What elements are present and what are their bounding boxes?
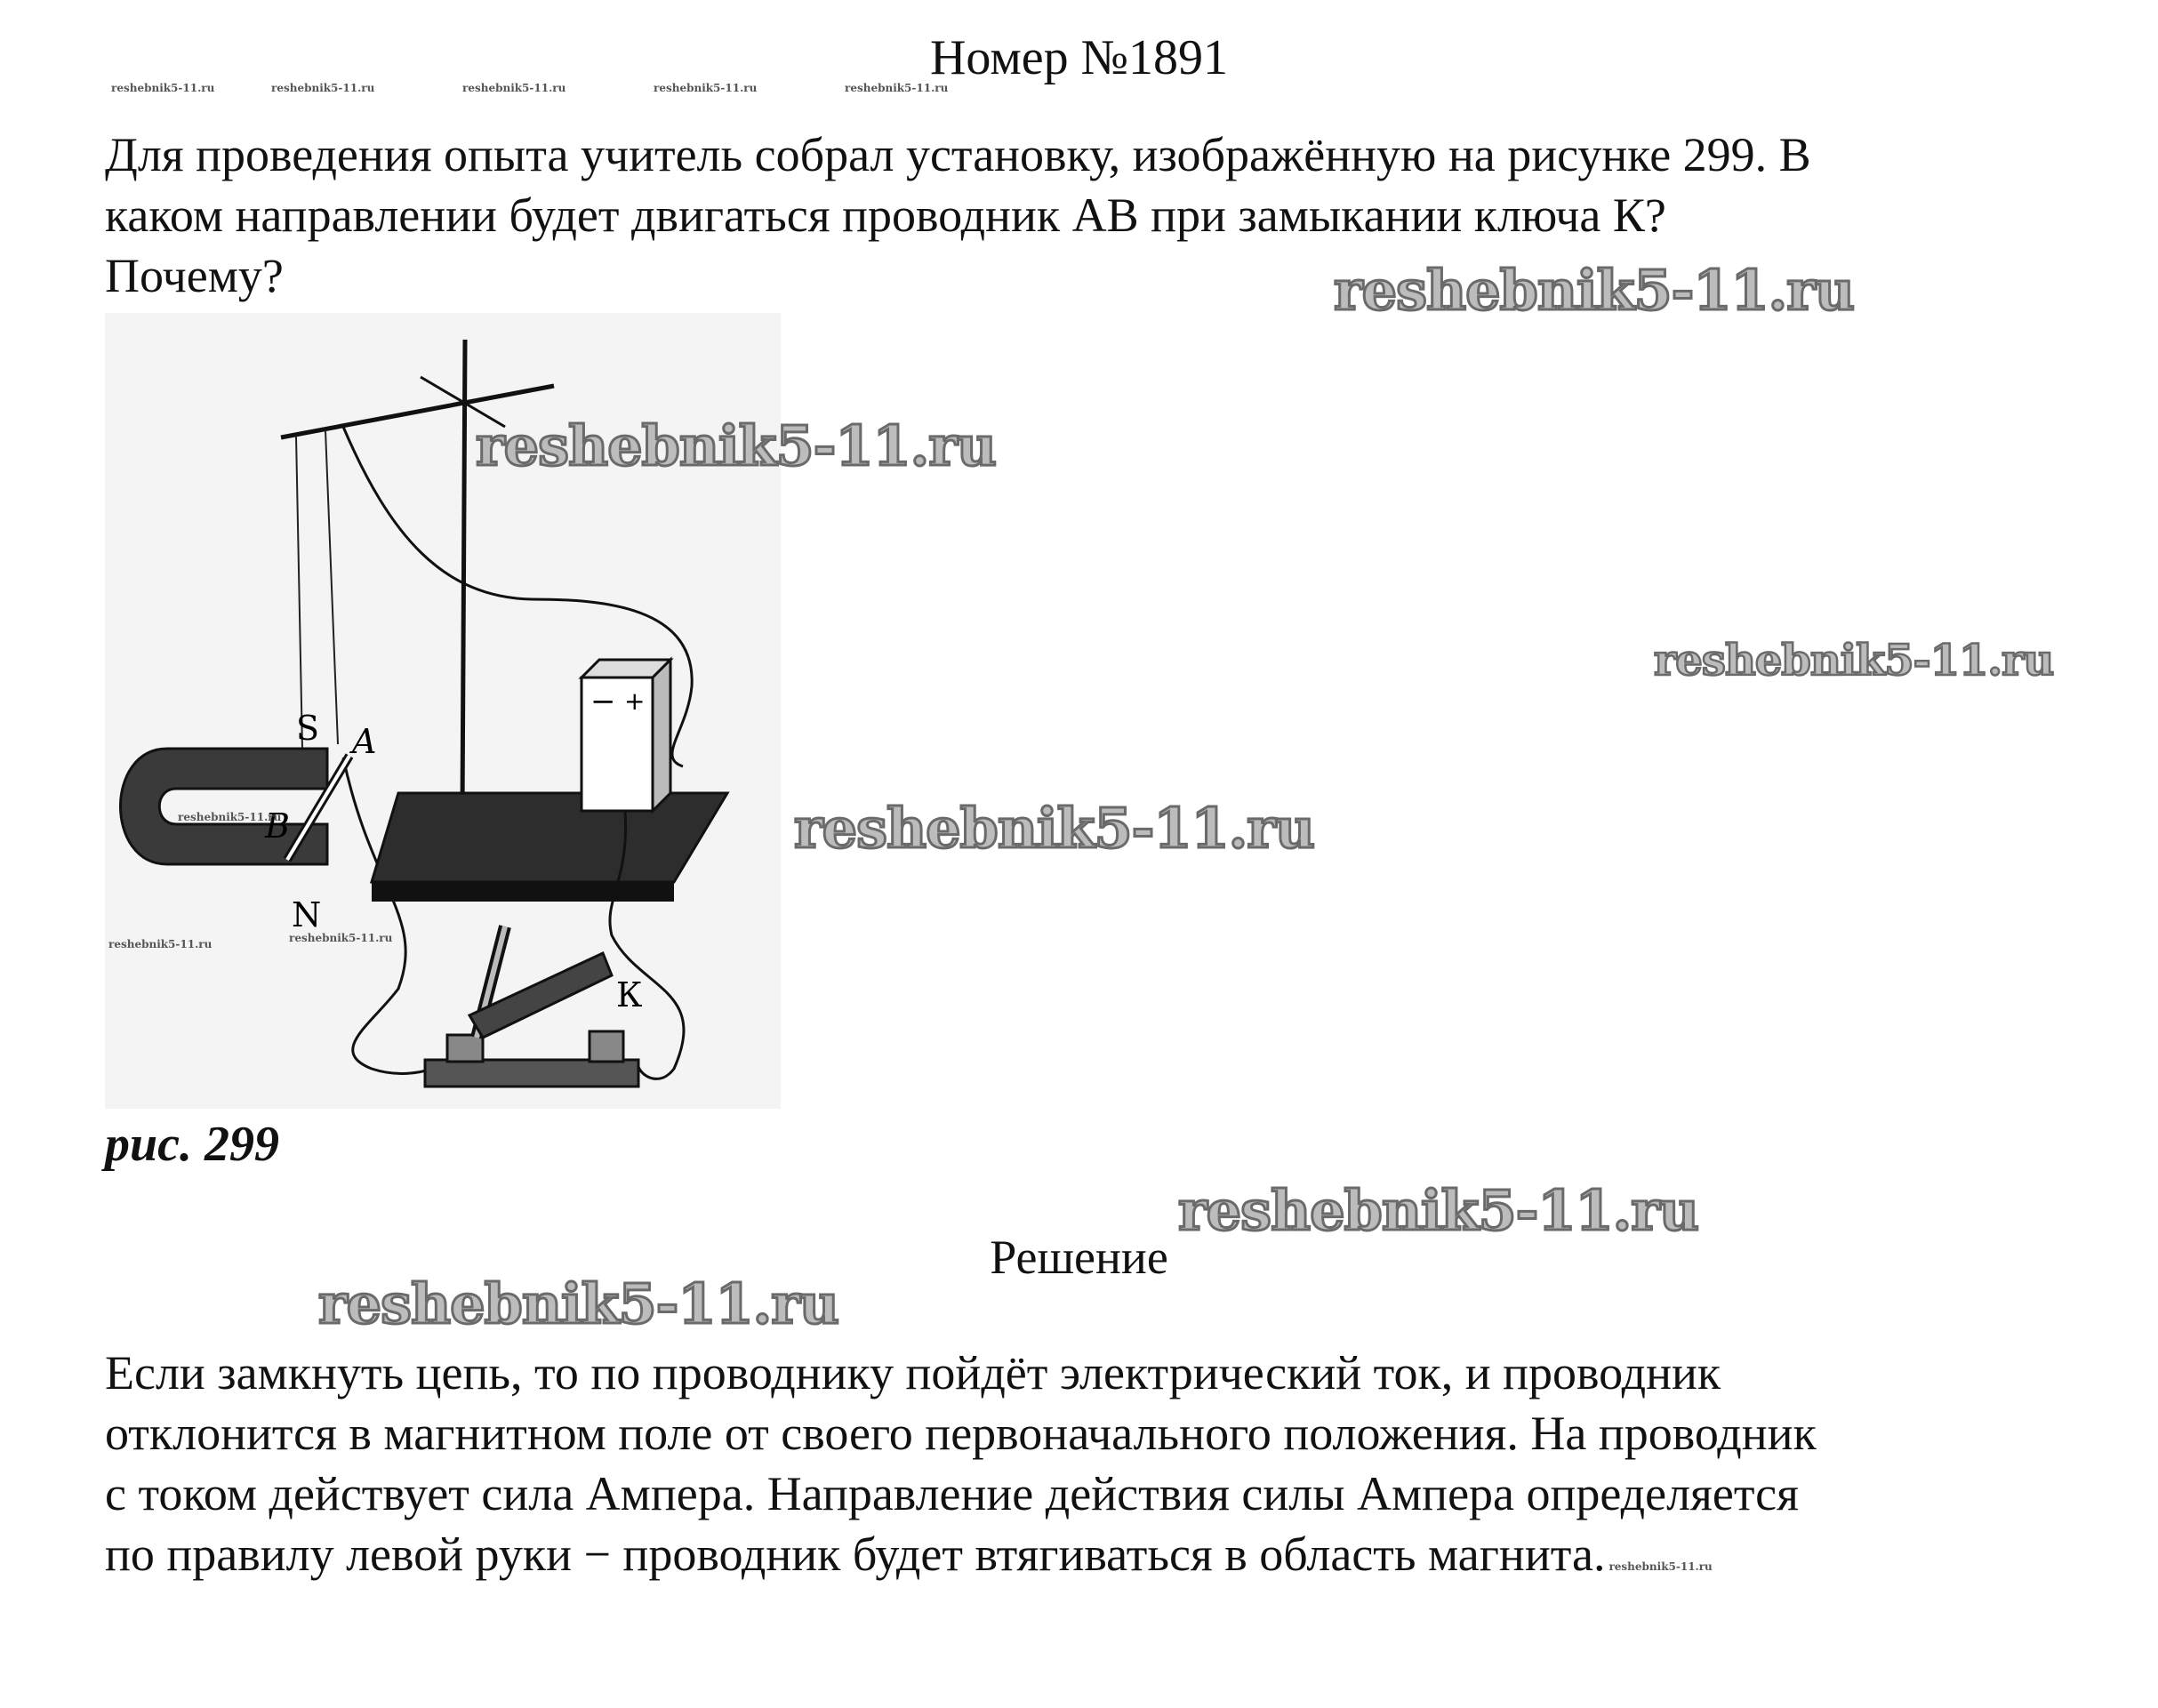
solution-text: [105, 1343, 2079, 1597]
watermark-small: reshebnik5-11.ru: [271, 82, 375, 94]
base-platform: [372, 793, 727, 882]
solution-line: с током действует сила Ампера. Направление действия силы Ампера определяется: [105, 1467, 1799, 1520]
switch-base: [425, 1060, 638, 1087]
watermark-small: reshebnik5-11.ru: [108, 938, 213, 950]
page-title: Номер №1891: [929, 30, 1229, 85]
watermark-large: reshebnik5-11.ru: [1334, 258, 1854, 323]
switch-terminal-right: [590, 1031, 623, 1062]
stand-rod: [462, 340, 465, 811]
watermark-large: reshebnik5-11.ru: [476, 413, 996, 478]
task-line: каком направлении будет двигаться проводник АВ при замыкании ключа К?: [105, 188, 1666, 242]
solution-line: Если замкнуть цепь, то по проводнику пойдёт электрический ток, и проводник: [105, 1346, 1721, 1399]
label-s: S: [296, 709, 320, 748]
battery-minus: −: [590, 684, 616, 719]
label-n: N: [292, 895, 322, 934]
watermark-large: reshebnik5-11.ru: [1178, 1178, 1698, 1243]
battery-plus: +: [624, 686, 646, 716]
watermark-small: reshebnik5-11.ru: [178, 811, 282, 823]
solution-line: по правилу левой руки − проводник будет втягиваться в область магнита. reshebnik5-11.ru: [105, 1528, 1713, 1581]
watermark-small: reshebnik5-11.ru: [654, 82, 758, 94]
figure-caption: рис. 299: [105, 1117, 279, 1172]
base-edge: [372, 882, 674, 902]
task-line: Почему?: [105, 249, 284, 302]
watermark-small: reshebnik5-11.ru: [462, 82, 566, 94]
solution-heading: Решение: [990, 1231, 1168, 1284]
switch-terminal-left: [447, 1035, 483, 1062]
watermark-small: reshebnik5-11.ru: [111, 82, 215, 94]
watermark-large: reshebnik5-11.ru: [318, 1271, 838, 1336]
label-a: A: [352, 722, 377, 761]
label-k: К: [616, 975, 643, 1014]
label-b: B: [265, 806, 290, 846]
solution-line: отклонится в магнитном поле от своего первоначального положения. На проводник: [105, 1407, 1817, 1460]
task-line: Для проведения опыта учитель собрал установку, изображённую на рисунке 299. В: [105, 128, 1811, 181]
watermark-small: reshebnik5-11.ru: [289, 932, 393, 944]
watermark-small: reshebnik5-11.ru: [845, 82, 949, 94]
watermark-small: reshebnik5-11.ru: [1608, 1560, 1713, 1573]
watermark-large: reshebnik5-11.ru: [794, 796, 1314, 861]
battery-side: [653, 660, 670, 811]
watermark-large: reshebnik5-11.ru: [1654, 636, 2054, 686]
